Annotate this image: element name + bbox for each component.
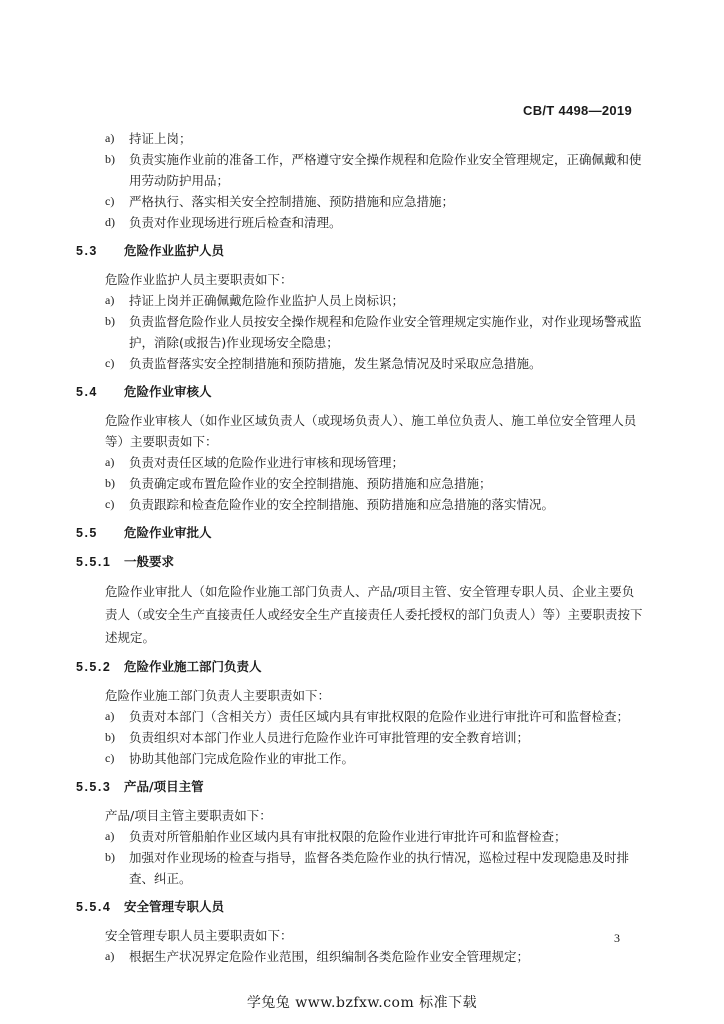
item-text: 持证上岗；: [129, 131, 192, 146]
section-title: 危险作业审核人: [124, 384, 212, 399]
item-text: 负责确定或布置危险作业的安全控制措施、预防措施和应急措施；: [129, 476, 492, 491]
item-text: 负责实施作业前的准备工作，严格遵守安全操作规程和危险作业安全管理规定，正确佩戴和使用劳动防护用品；: [129, 152, 642, 188]
item-label: a): [105, 293, 115, 307]
section-title: 安全管理专职人员: [124, 899, 225, 914]
item-text: 协助其他部门完成危险作业的审批工作。: [129, 751, 355, 766]
list-item: [76, 748, 646, 769]
item-label: d): [105, 215, 115, 229]
item-label: a): [105, 949, 115, 963]
list-item: [76, 706, 646, 727]
standard-code: CB/T 4498—2019: [523, 103, 632, 118]
prev-section-list: [76, 128, 646, 233]
section-intro: 危险作业监护人员主要职责如下：: [105, 272, 293, 287]
list-item: [76, 128, 646, 149]
section-heading-5-5-2: [76, 656, 646, 678]
list-item: [76, 452, 646, 473]
item-label: b): [105, 850, 115, 864]
list-item: [76, 149, 646, 191]
item-label: c): [105, 751, 115, 765]
item-label: a): [105, 455, 115, 469]
item-text: 加强对作业现场的检查与指导，监督各类危险作业的执行情况，巡检过程中发现隐患及时排查、纠正。: [129, 850, 630, 886]
list-item: [76, 191, 646, 212]
section-heading-5-4: [76, 381, 646, 403]
list-item: [76, 212, 646, 233]
section-number: 5.5.4: [76, 900, 112, 914]
item-text: 根据生产状况界定危险作业范围，组织编制各类危险作业安全管理规定；: [129, 949, 530, 964]
section-heading-5-3: [76, 240, 646, 262]
list-item: [76, 847, 646, 889]
section-paragraph: 危险作业审批人（如危险作业施工部门负责人、产品/项目主管、安全管理专职人员、企业主要负责人（或安全生产直接责任人或经安全生产直接责任人委托授权的部门负责人）等）主要职责按下述规定。: [105, 584, 643, 645]
section-intro: 危险作业施工部门负责人主要职责如下：: [105, 688, 331, 703]
list-item: [76, 311, 646, 353]
section-intro: 产品/项目主管主要职责如下：: [105, 808, 272, 823]
section-heading-5-5: [76, 522, 646, 544]
section-title: 危险作业监护人员: [124, 243, 225, 258]
item-text: 负责组织对本部门作业人员进行危险作业许可审批管理的安全教育培训；: [129, 730, 530, 745]
item-label: a): [105, 709, 115, 723]
item-label: b): [105, 314, 115, 328]
item-label: a): [105, 829, 115, 843]
section-title: 危险作业审批人: [124, 525, 212, 540]
section-number: 5.3: [76, 244, 98, 258]
section-number: 5.5: [76, 526, 98, 540]
section-heading-5-5-4: [76, 896, 646, 918]
list-item: [76, 946, 646, 967]
item-label: b): [105, 730, 115, 744]
section-number: 5.5.1: [76, 555, 112, 569]
list-item: [76, 353, 646, 374]
footer-watermark: 学兔兔 www.bzfxw.com 标准下载: [246, 995, 478, 1011]
item-label: c): [105, 194, 115, 208]
section-number: 5.4: [76, 385, 98, 399]
item-text: 负责监督危险作业人员按安全操作规程和危险作业安全管理规定实施作业，对作业现场警戒监护，消除(或报告)作业现场安全隐患；: [129, 314, 642, 350]
section-intro: 安全管理专职人员主要职责如下：: [105, 928, 293, 943]
section-title: 危险作业施工部门负责人: [124, 659, 262, 674]
item-text: 负责跟踪和检查危险作业的安全控制措施、预防措施和应急措施的落实情况。: [129, 497, 555, 512]
list-item: [76, 290, 646, 311]
page-number: 3: [614, 931, 620, 945]
section-title: 一般要求: [124, 554, 175, 569]
list-item: [76, 826, 646, 847]
item-label: b): [105, 476, 115, 490]
section-number: 5.5.2: [76, 660, 112, 674]
section-intro: 危险作业审核人（如作业区域负责人（或现场负责人）、施工单位负责人、施工单位安全管理人员等）主要职责如下：: [105, 413, 637, 449]
list-item: [76, 473, 646, 494]
section-heading-5-5-3: [76, 776, 646, 798]
item-text: 负责对作业现场进行班后检查和清理。: [129, 215, 342, 230]
item-text: 负责对所管船舶作业区域内具有审批权限的危险作业进行审批许可和监督检查；: [129, 829, 567, 844]
section-number: 5.5.3: [76, 780, 112, 794]
item-label: a): [105, 131, 115, 145]
page-content: [76, 128, 646, 967]
item-text: 持证上岗并正确佩戴危险作业监护人员上岗标识；: [129, 293, 405, 308]
list-item: [76, 494, 646, 515]
section-title: 产品/项目主管: [124, 779, 204, 794]
item-text: 严格执行、落实相关安全控制措施、预防措施和应急措施；: [129, 194, 455, 209]
item-label: b): [105, 152, 115, 166]
item-label: c): [105, 497, 115, 511]
section-heading-5-5-1: [76, 551, 646, 573]
item-text: 负责对本部门（含相关方）责任区域内具有审批权限的危险作业进行审批许可和监督检查；: [129, 709, 630, 724]
item-text: 负责对责任区域的危险作业进行审核和现场管理；: [129, 455, 405, 470]
list-item: [76, 727, 646, 748]
item-label: c): [105, 356, 115, 370]
item-text: 负责监督落实安全控制措施和预防措施，发生紧急情况及时采取应急措施。: [129, 356, 542, 371]
